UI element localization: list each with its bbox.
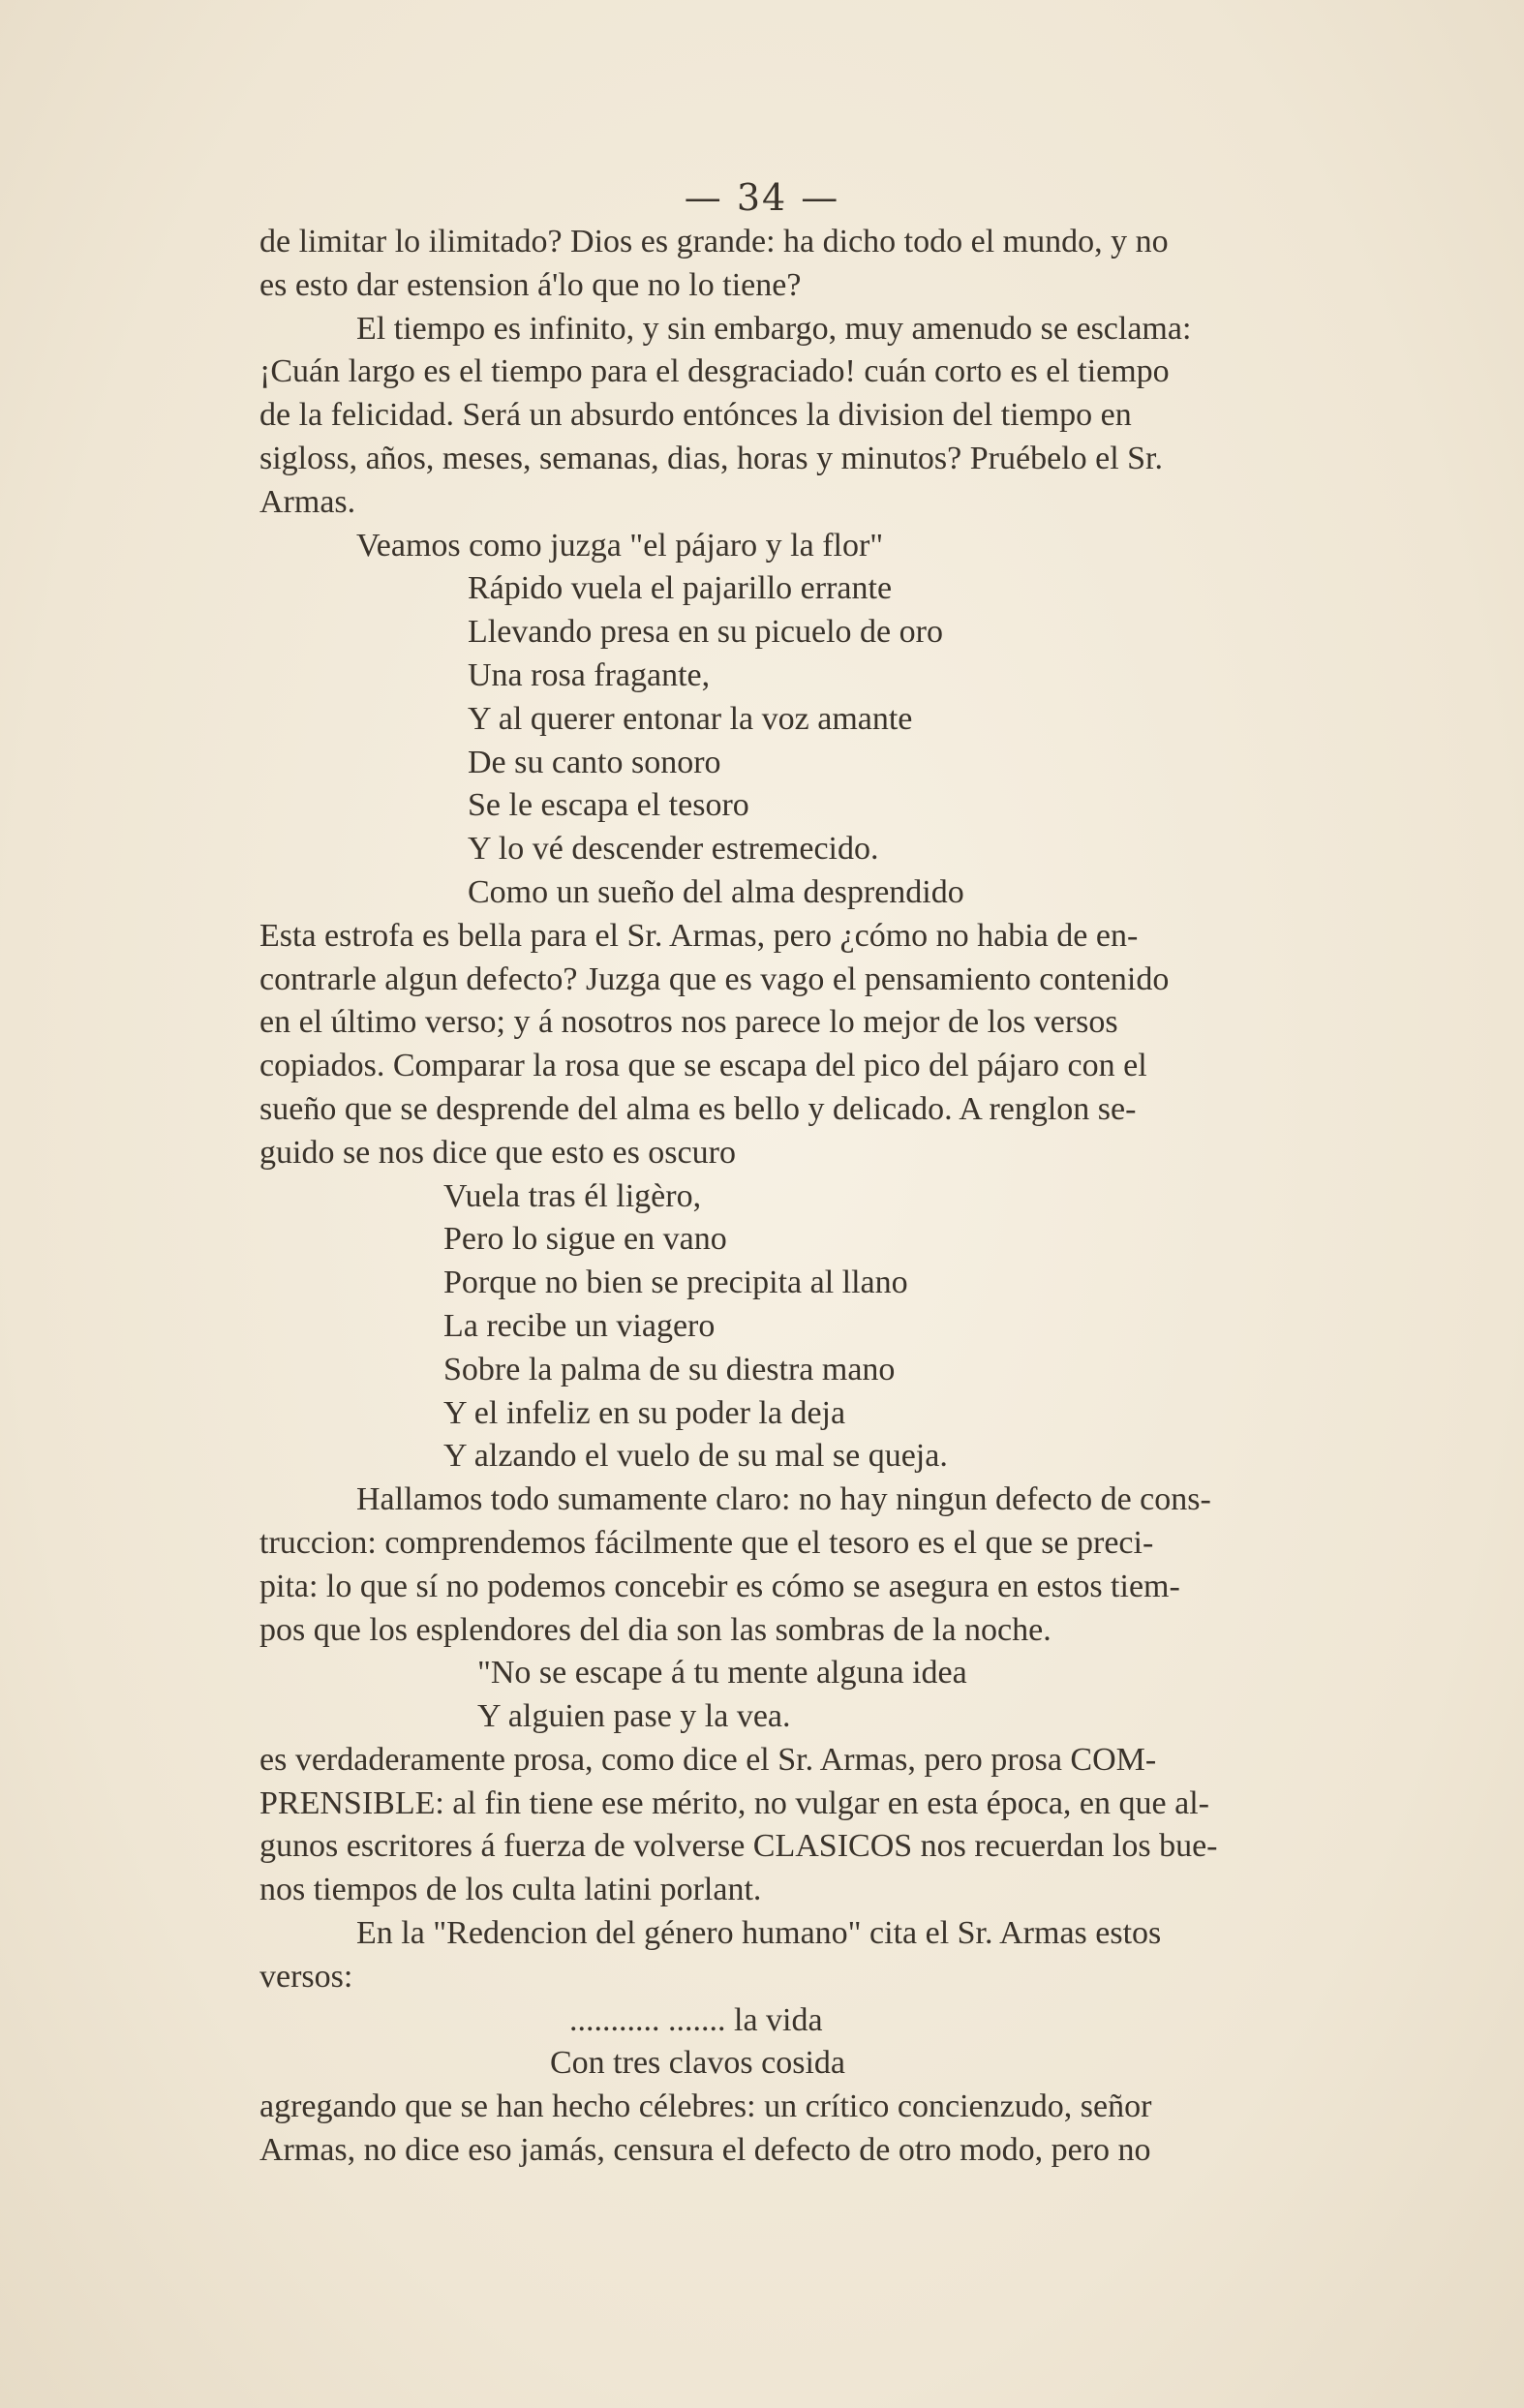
text-line: Sobre la palma de su diestra mano [443, 1351, 896, 1387]
text-line: copiados. Comparar la rosa que se escapa del pico del pájaro con el [259, 1048, 1147, 1084]
text-line: Hallamos todo sumamente claro: no hay ningun defecto de cons- [356, 1481, 1211, 1518]
text-line: ........... ....... la vida [569, 2001, 823, 2038]
text-line: Armas. [259, 483, 356, 520]
text-line: guido se nos dice que esto es oscuro [259, 1134, 736, 1171]
text-line: Esta estrofa es bella para el Sr. Armas, pero ¿cómo no habia de en- [259, 917, 1139, 954]
text-line: gunos escritores á fuerza de volverse CLASICOS nos recuerdan los bue- [259, 1828, 1218, 1865]
text-line: Y el infeliz en su poder la deja [443, 1394, 846, 1431]
text-line: Porque no bien se precipita al llano [443, 1265, 908, 1301]
text-line: La recibe un viagero [443, 1307, 716, 1344]
text-line: Rápido vuela el pajarillo errante [468, 570, 893, 607]
text-line: en el último verso; y á nosotros nos parece lo mejor de los versos [259, 1004, 1118, 1041]
text-line: Como un sueño del alma desprendido [468, 873, 964, 910]
text-line: Una rosa fragante, [468, 656, 711, 693]
text-line: Se le escapa el tesoro [468, 787, 749, 824]
text-line: es verdaderamente prosa, como dice el Sr. Armas, pero prosa COM- [259, 1741, 1157, 1778]
text-line: versos: [259, 1958, 353, 1995]
text-line: Veamos como juzga "el pájaro y la flor" [356, 527, 884, 564]
text-line: "No se escape á tu mente alguna idea [477, 1655, 967, 1692]
text-line: sueño que se desprende del alma es bello y delicado. A renglon se- [259, 1090, 1137, 1127]
text-line: es esto dar estension á'lo que no lo tiene? [259, 266, 802, 303]
text-line: truccion: comprendemos fácilmente que el tesoro es el que se preci- [259, 1524, 1154, 1561]
text-line: De su canto sonoro [468, 744, 721, 780]
text-line: Y lo vé descender estremecido. [468, 831, 879, 868]
text-line: pos que los esplendores del dia son las sombras de la noche. [259, 1611, 1052, 1648]
text-line: El tiempo es infinito, y sin embargo, muy amenudo se esclama: [356, 310, 1192, 347]
text-line: Con tres clavos cosida [550, 2045, 845, 2082]
text-line: Llevando presa en su picuelo de oro [468, 614, 943, 651]
text-line: Y alzando el vuelo de su mal se queja. [443, 1438, 948, 1475]
page-number: — 34 — [684, 176, 840, 219]
text-line: Y alguien pase y la vea. [477, 1698, 791, 1735]
text-line: En la "Redencion del género humano" cita el Sr. Armas estos [356, 1915, 1162, 1952]
text-line: agregando que se han hecho célebres: un crítico concienzudo, señor [259, 2088, 1152, 2125]
text-line: Vuela tras él ligèro, [443, 1177, 702, 1214]
text-line: Armas, no dice eso jamás, censura el defecto de otro modo, pero no [259, 2132, 1151, 2169]
text-line: Pero lo sigue en vano [443, 1221, 727, 1258]
text-line: de la felicidad. Será un absurdo entónces la division del tiempo en [259, 397, 1132, 434]
text-line: pita: lo que sí no podemos concebir es cómo se asegura en estos tiem- [259, 1568, 1180, 1604]
body-text [259, 221, 1487, 2173]
text-line: nos tiempos de los culta latini porlant. [259, 1872, 762, 1908]
text-line: contrarle algun defecto? Juzga que es vago el pensamiento contenido [259, 960, 1170, 997]
text-line: sigloss, años, meses, semanas, dias, horas y minutos? Pruébelo el Sr. [259, 440, 1164, 476]
text-line: de limitar lo ilimitado? Dios es grande: ha dicho todo el mundo, y no [259, 224, 1169, 259]
text-line: Y al querer entonar la voz amante [468, 700, 913, 737]
text-line: PRENSIBLE: al fin tiene ese mérito, no vulgar en esta época, en que al- [259, 1784, 1209, 1821]
text-line: ¡Cuán largo es el tiempo para el desgraciado! cuán corto es el tiempo [259, 353, 1170, 390]
